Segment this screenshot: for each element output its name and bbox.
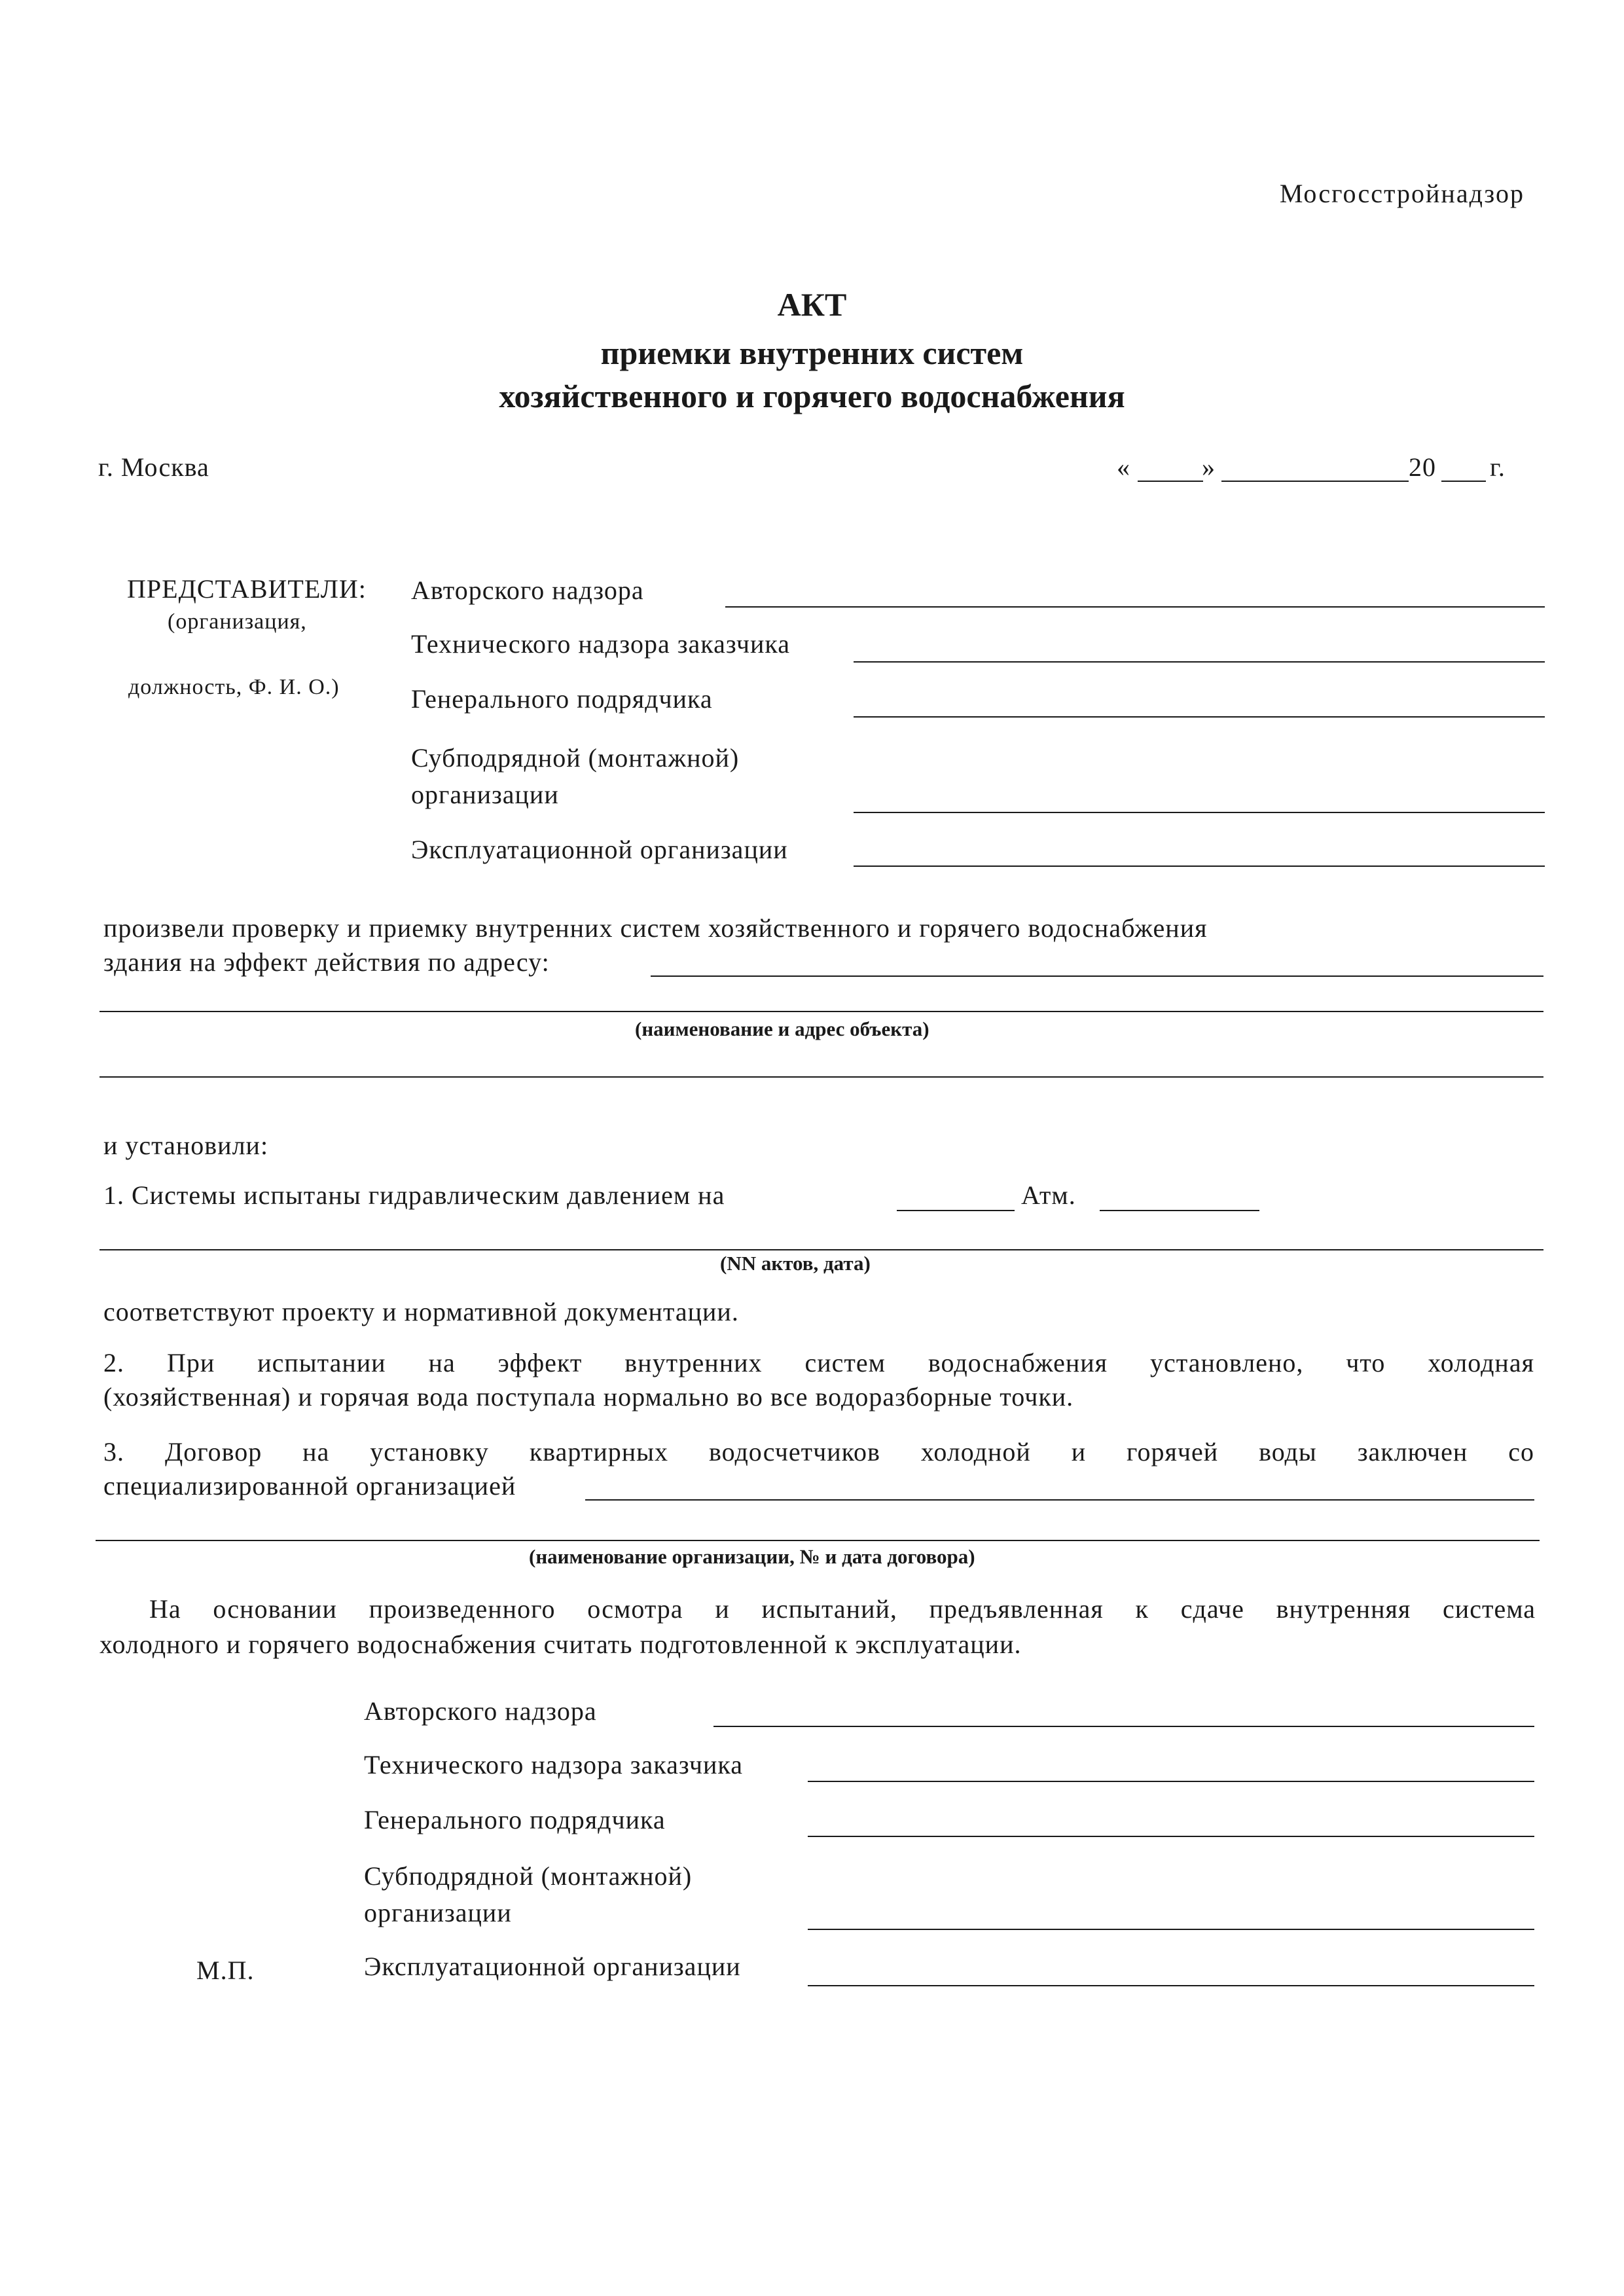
representatives-note-2: должность, Ф. И. О.): [128, 675, 340, 699]
rep-general-contractor-label: Генерального подрядчика: [411, 684, 713, 714]
conclusion-line-1: На основании произведенного осмотра и испытаний, предъявленная к сдаче внутренняя система: [149, 1594, 1536, 1624]
sig-author-supervision-label: Авторского надзора: [364, 1696, 597, 1726]
date-open-quote: «: [1117, 452, 1130, 482]
rep-subcontractor-blank[interactable]: [854, 812, 1545, 813]
sig-technical-supervision-label: Технического надзора заказчика: [364, 1750, 743, 1779]
year-suffix: г.: [1490, 452, 1506, 482]
pressure-value-blank[interactable]: [897, 1210, 1015, 1211]
contract-org-blank-2[interactable]: [96, 1540, 1540, 1541]
established-heading: и установили:: [103, 1131, 269, 1160]
representatives-note-1: (организация,: [168, 610, 307, 634]
date-close-quote: »: [1202, 452, 1216, 482]
pressure-extra-blank[interactable]: [1100, 1210, 1259, 1211]
object-address-blank-3[interactable]: [99, 1076, 1543, 1078]
rep-technical-supervision-label: Технического надзора заказчика: [411, 629, 790, 659]
item1-unit: Атм.: [1021, 1180, 1076, 1210]
sig-operating-org-label: Эксплуатационной организации: [364, 1952, 741, 1981]
rep-subcontractor-label-1: Субподрядной (монтажной): [411, 743, 740, 773]
caption-contract: (наименование организации, № и дата договора): [529, 1545, 975, 1568]
document-subtitle-2: хозяйственного и горячего водоснабжения: [499, 378, 1125, 414]
document-subtitle-1: приемки внутренних систем: [600, 335, 1024, 371]
sig-author-supervision-blank[interactable]: [713, 1726, 1534, 1727]
sig-subcontractor-label-1: Субподрядной (монтажной): [364, 1861, 693, 1891]
object-address-blank[interactable]: [651, 975, 1543, 977]
month-blank[interactable]: [1221, 481, 1409, 482]
sig-general-contractor-label: Генерального подрядчика: [364, 1805, 666, 1834]
intro-line-1: произвели проверку и приемку внутренних систем хозяйственного и горячего водоснабжения: [103, 913, 1208, 943]
agency-name: Мосгосстройнадзор: [1279, 179, 1525, 208]
item3-line-1: 3. Договор на установку квартирных водосчетчиков холодной и горячей воды заключен со: [103, 1437, 1534, 1467]
stamp-label: М.П.: [196, 1956, 255, 1985]
conclusion-line-2: холодного и горячего водоснабжения считать подготовленной к эксплуатации.: [99, 1630, 1022, 1659]
acts-blank[interactable]: [99, 1249, 1543, 1250]
rep-subcontractor-label-2: организации: [411, 780, 559, 809]
intro-line-2: здания на эффект действия по адресу:: [103, 947, 550, 977]
rep-technical-supervision-blank[interactable]: [854, 661, 1545, 663]
rep-author-supervision-label: Авторского надзора: [411, 575, 644, 605]
representatives-heading: ПРЕДСТАВИТЕЛИ:: [127, 574, 367, 604]
day-blank[interactable]: [1138, 481, 1203, 482]
item3-line-2: специализированной организацией: [103, 1471, 516, 1501]
sig-general-contractor-blank[interactable]: [808, 1836, 1534, 1837]
rep-operating-org-label: Эксплуатационной организации: [411, 835, 788, 864]
rep-author-supervision-blank[interactable]: [725, 606, 1545, 608]
object-address-blank-2[interactable]: [99, 1011, 1543, 1012]
conformity-text: соответствуют проекту и нормативной документации.: [103, 1297, 739, 1326]
rep-general-contractor-blank[interactable]: [854, 716, 1545, 718]
caption-acts: (NN актов, дата): [720, 1252, 871, 1275]
year-prefix: 20: [1409, 452, 1436, 482]
contract-org-blank[interactable]: [585, 1499, 1534, 1501]
sig-technical-supervision-blank[interactable]: [808, 1781, 1534, 1782]
city: г. Москва: [98, 452, 209, 482]
caption-object: (наименование и адрес объекта): [635, 1017, 929, 1040]
sig-subcontractor-blank[interactable]: [808, 1929, 1534, 1930]
item2-line-2: (хозяйственная) и горячая вода поступала нормально во все водоразборные точки.: [103, 1382, 1074, 1412]
sig-operating-org-blank[interactable]: [808, 1985, 1534, 1986]
sig-subcontractor-label-2: организации: [364, 1898, 512, 1927]
item1-text: 1. Системы испытаны гидравлическим давлением на: [103, 1180, 725, 1210]
rep-operating-org-blank[interactable]: [854, 866, 1545, 867]
year-blank[interactable]: [1441, 481, 1486, 482]
item2-line-1: 2. При испытании на эффект внутренних систем водоснабжения установлено, что холодная: [103, 1348, 1534, 1377]
document-title: АКТ: [777, 286, 847, 323]
